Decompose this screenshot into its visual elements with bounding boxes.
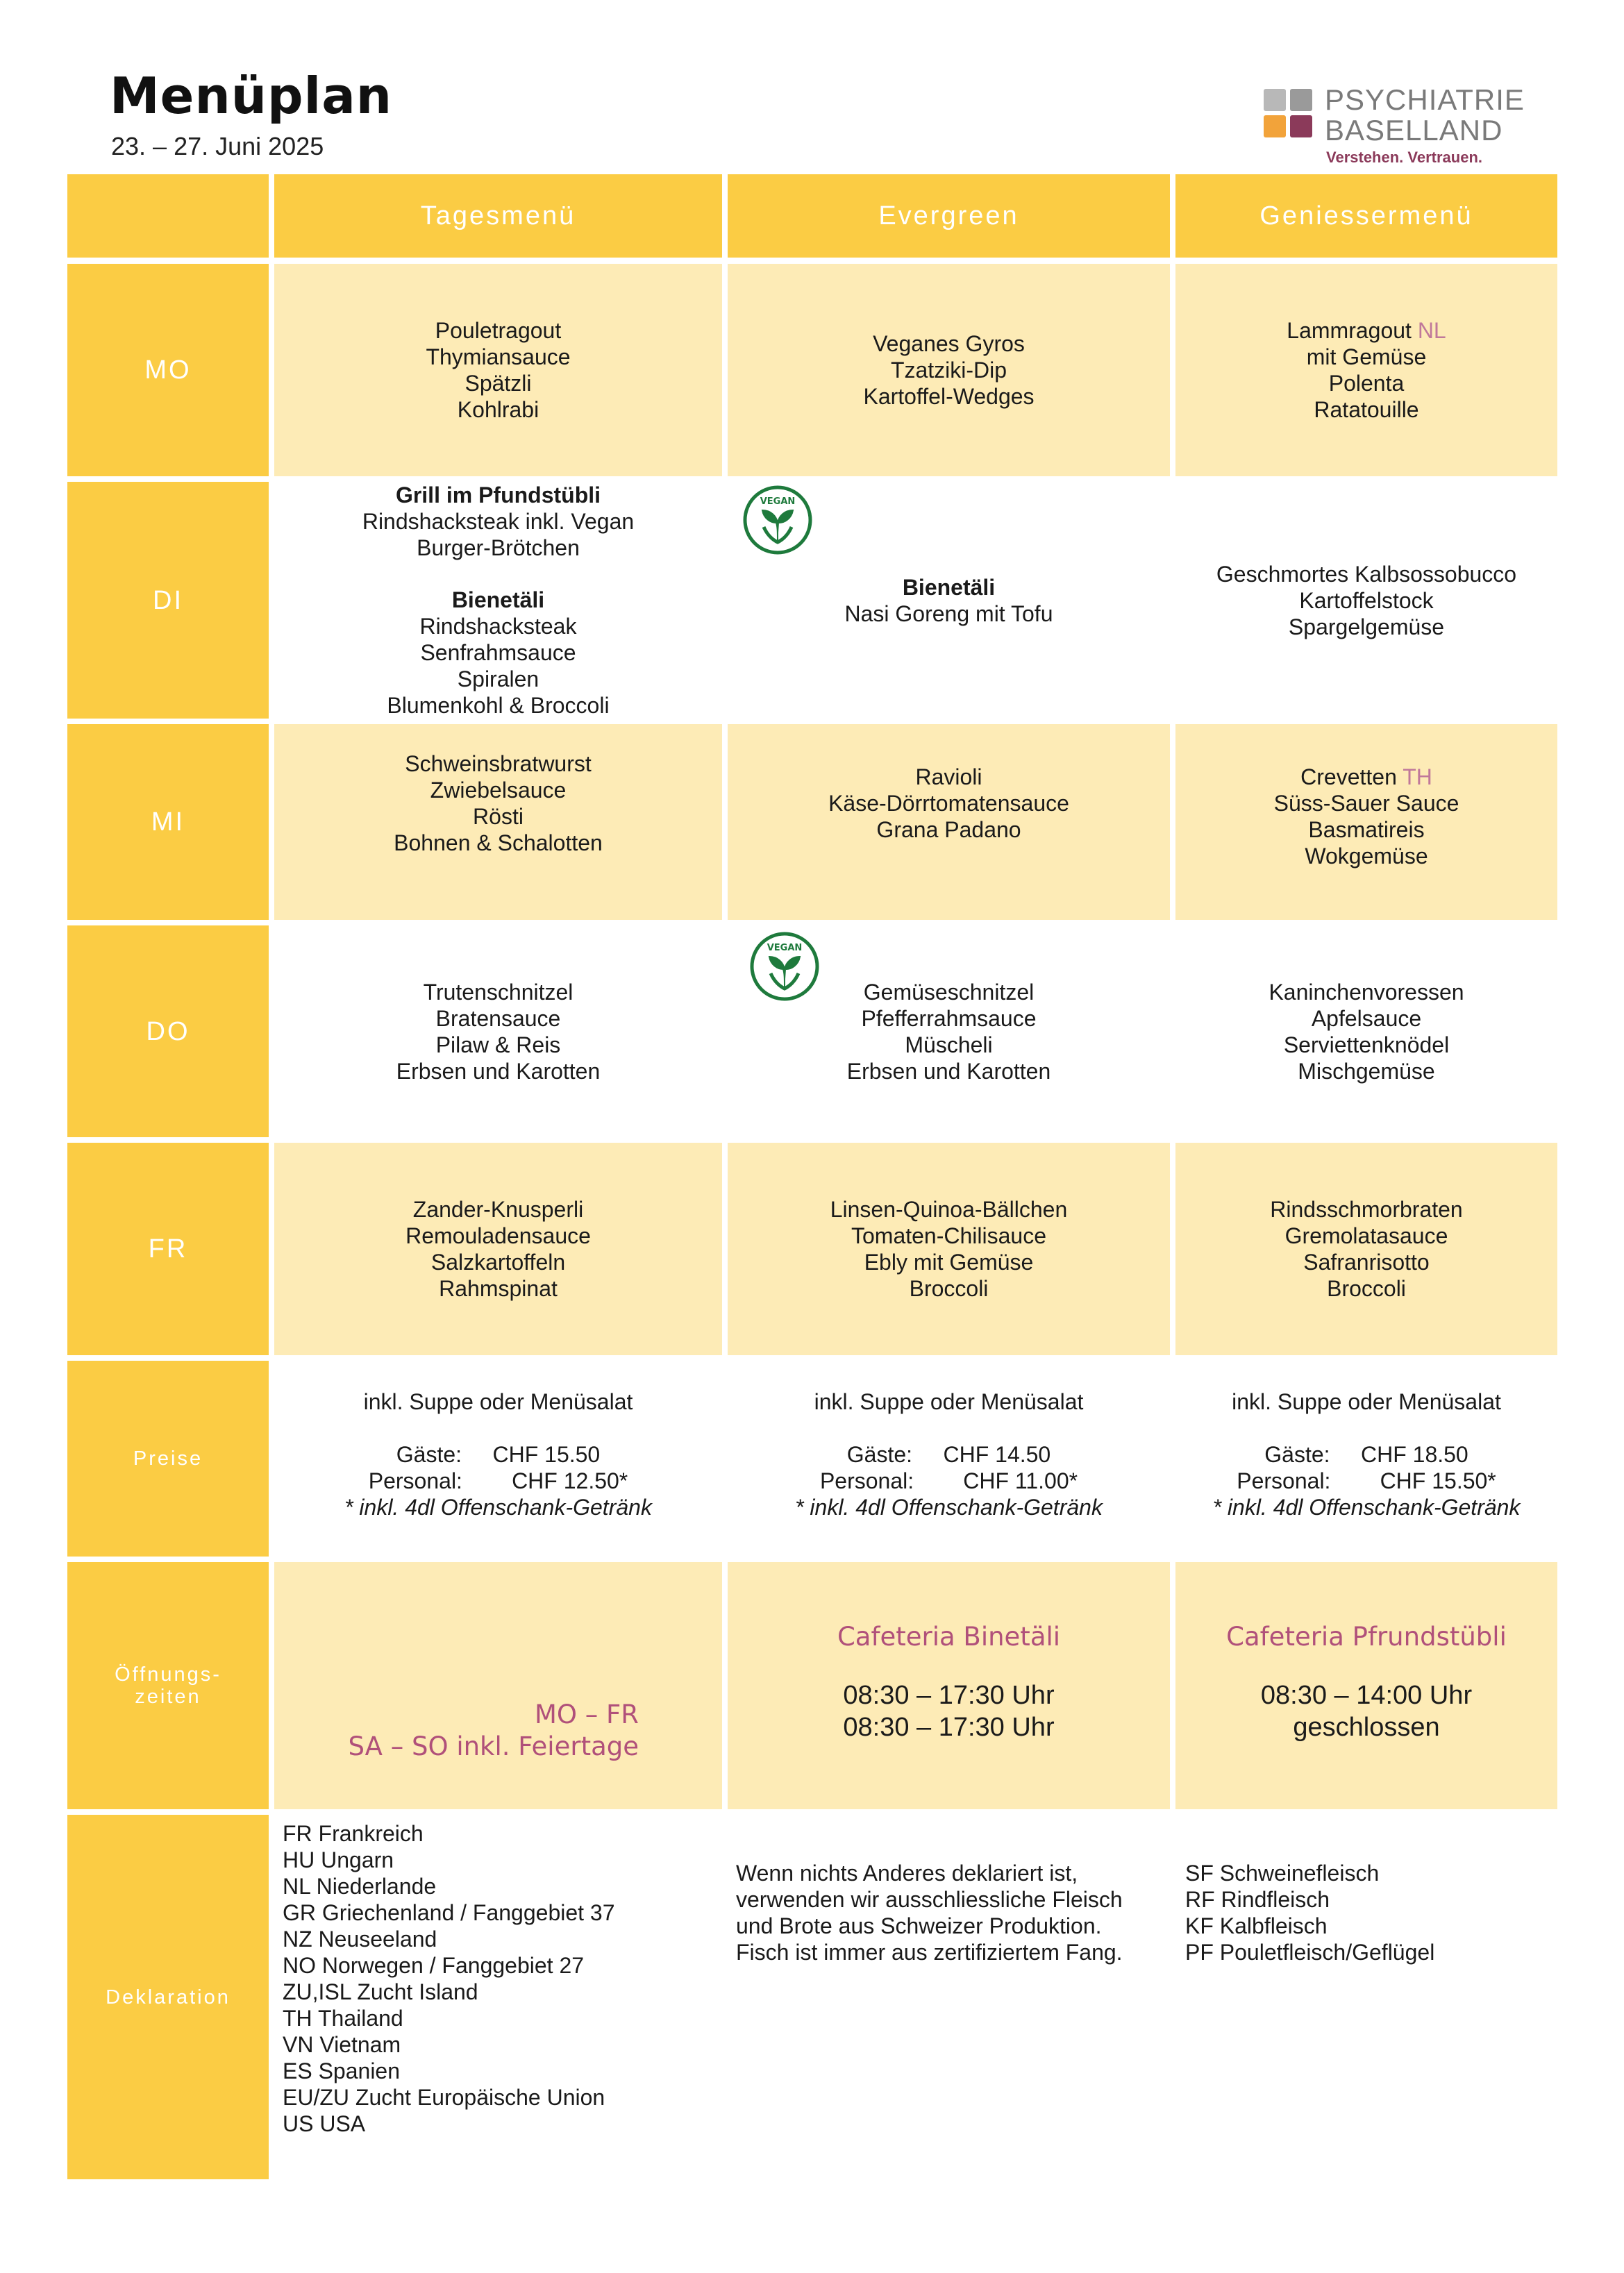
menu-line: Rindsschmorbraten <box>1270 1197 1463 1222</box>
menu-line: Tzatziki-Dip <box>890 358 1007 383</box>
menu-cell-mi-evergreen <box>728 724 1170 920</box>
price-guest-row <box>396 1441 600 1468</box>
row-label-oeffnungszeiten <box>67 1562 269 1809</box>
menu-line: Kartoffelstock <box>1299 587 1434 613</box>
price-intro: inkl. Suppe oder Menüsalat <box>363 1389 633 1414</box>
country-code: ES Spanien <box>283 2058 401 2083</box>
guest-price: CHF 14.50 <box>943 1442 1051 1467</box>
day-label-di: DI <box>67 482 269 719</box>
menu-line: Gemüseschnitzel <box>863 979 1035 1005</box>
country-code: VN Vietnam <box>283 2032 401 2057</box>
menu-line: Broccoli <box>909 1276 989 1301</box>
guest-label: Gäste: <box>396 1442 462 1467</box>
menu-line: Kartoffel-Wedges <box>863 384 1035 409</box>
logo-square <box>1264 89 1286 111</box>
menu-line: Basmatireis <box>1308 817 1425 842</box>
menu-line: Ravioli <box>915 764 982 789</box>
corner-cell <box>67 174 269 258</box>
menu-subtitle: Bienetäli <box>451 587 545 612</box>
hours-days-line: MO – FR <box>534 1700 639 1729</box>
menu-line: Süss-Sauer Sauce <box>1273 791 1459 816</box>
guest-label: Gäste: <box>1264 1442 1330 1467</box>
menu-line: Nasi Goreng mit Tofu <box>844 601 1053 626</box>
menu-line: Trutenschnitzel <box>423 979 574 1005</box>
menu-line: Salzkartoffeln <box>430 1250 566 1275</box>
menu-cell-mo-geniesser <box>1175 264 1557 476</box>
vegan-badge-icon <box>750 932 819 1001</box>
opening-time: geschlossen <box>1293 1713 1440 1742</box>
row-label-line: Öffnungs- <box>115 1663 221 1686</box>
menu-line: Ebly mit Gemüse <box>864 1250 1034 1275</box>
date-range: 23. – 27. Juni 2025 <box>111 132 324 160</box>
declaration-note <box>736 1815 1170 2179</box>
logo-square <box>1264 115 1286 137</box>
vegan-badge-icon <box>743 485 812 555</box>
origin-code: NL <box>1417 318 1446 343</box>
menu-line: Linsen-Quinoa-Bällchen <box>830 1197 1068 1222</box>
menu-line: Bohnen & Schalotten <box>394 830 603 855</box>
day-label-mi: MI <box>67 724 269 920</box>
meat-code: PF Pouletfleisch/Geflügel <box>1185 1940 1435 1965</box>
menu-line: Wokgemüse <box>1305 844 1428 869</box>
menu-line: Pilaw & Reis <box>435 1032 561 1057</box>
staff-label: Personal: <box>1237 1468 1331 1493</box>
menu-line: Pfefferrahmsauce <box>861 1005 1037 1031</box>
hours-cell-binetaeli <box>728 1562 1170 1809</box>
country-code: GR Griechenland / Fanggebiet 37 <box>283 1900 615 1925</box>
menu-cell-fr-geniesser <box>1175 1143 1557 1355</box>
note-line: und Brote aus Schweizer Produktion. <box>736 1913 1102 1938</box>
page-title: Menüplan <box>110 67 393 125</box>
menu-cell-mo-evergreen <box>728 264 1170 476</box>
staff-price: CHF 11.00* <box>963 1468 1078 1493</box>
menu-cell-do-geniesser <box>1175 925 1557 1137</box>
opening-time: 08:30 – 17:30 Uhr <box>843 1713 1055 1742</box>
opening-time: 08:30 – 14:00 Uhr <box>1260 1681 1473 1710</box>
menu-line: Käse-Dörrtomatensauce <box>828 791 1069 816</box>
note-line: verwenden wir ausschliessliche Fleisch <box>736 1887 1123 1912</box>
logo-text: PSYCHIATRIE <box>1325 83 1525 116</box>
menu-line: Rösti <box>473 804 524 829</box>
price-note: * inkl. 4dl Offenschank-Getränk <box>344 1495 652 1520</box>
staff-label: Personal: <box>819 1468 914 1493</box>
guest-price: CHF 18.50 <box>1360 1442 1468 1467</box>
menu-line: Pouletragout <box>435 318 562 343</box>
dish-name: Crevetten <box>1300 764 1397 789</box>
country-code: EU/ZU Zucht Europäische Union <box>283 2085 605 2110</box>
menu-cell-fr-evergreen <box>728 1143 1170 1355</box>
cafeteria-name: Cafeteria Binetäli <box>837 1622 1061 1652</box>
price-intro: inkl. Suppe oder Menüsalat <box>1232 1389 1501 1414</box>
menu-line: Remouladensauce <box>405 1223 591 1248</box>
guest-price: CHF 15.50 <box>492 1442 601 1467</box>
note-line: Wenn nichts Anderes deklariert ist, <box>736 1861 1078 1886</box>
menu-subtitle: Bienetäli <box>902 574 996 600</box>
price-staff-row <box>1237 1468 1496 1494</box>
menu-cell-mo-tages <box>274 264 722 476</box>
price-staff-row <box>820 1468 1078 1494</box>
staff-price: CHF 15.50* <box>1380 1468 1496 1493</box>
menu-line: Kohlrabi <box>457 397 539 422</box>
price-guest-row <box>1264 1441 1468 1468</box>
hours-cell-pfundstuebli <box>1175 1562 1557 1809</box>
origin-code: TH <box>1403 764 1432 789</box>
menu-line: Spätzli <box>464 371 532 396</box>
menu-line: Broccoli <box>1327 1276 1406 1301</box>
menu-subtitle: Grill im Pfundstübli <box>395 483 601 508</box>
logo-text: BASELLAND <box>1325 114 1503 146</box>
meat-code: SF Schweinefleisch <box>1185 1861 1380 1886</box>
country-code: NO Norwegen / Fanggebiet 27 <box>283 1953 585 1978</box>
menu-cell-mi-tages <box>274 724 722 920</box>
row-label-line: zeiten <box>135 1686 201 1708</box>
menu-cell-do-tages <box>274 925 722 1137</box>
menu-line: Erbsen und Karotten <box>396 1058 601 1084</box>
meat-code: KF Kalbfleisch <box>1185 1913 1328 1938</box>
logo-tagline: Verstehen. Vertrauen. <box>1326 149 1482 166</box>
menu-line: Zander-Knusperli <box>412 1197 584 1222</box>
note-line: Fisch ist immer aus zertifiziertem Fang. <box>736 1940 1123 1965</box>
menu-cell-mi-geniesser <box>1175 724 1557 920</box>
price-note: * inkl. 4dl Offenschank-Getränk <box>1212 1495 1521 1520</box>
row-label-deklaration: Deklaration <box>67 1815 269 2179</box>
menu-line: Safranrisotto <box>1303 1250 1430 1275</box>
day-label-fr: FR <box>67 1143 269 1355</box>
country-code: TH Thailand <box>283 2006 403 2031</box>
logo-square <box>1290 115 1312 137</box>
menu-line <box>1300 764 1432 790</box>
menu-line: Gremolatasauce <box>1284 1223 1448 1248</box>
menu-line: Erbsen und Karotten <box>846 1058 1051 1084</box>
menu-cell-fr-tages <box>274 1143 722 1355</box>
menu-line: Kaninchenvoressen <box>1269 979 1464 1005</box>
menu-line: Veganes Gyros <box>873 331 1025 356</box>
price-cell-tages <box>274 1361 722 1557</box>
menu-line: Bratensauce <box>435 1005 561 1031</box>
menu-line: Polenta <box>1328 371 1405 396</box>
menu-line: Rahmspinat <box>439 1276 558 1301</box>
menu-line: Thymiansauce <box>426 344 571 369</box>
cafeteria-name: Cafeteria Pfrundstübli <box>1226 1622 1507 1652</box>
country-code: US USA <box>283 2111 366 2136</box>
menu-table <box>67 174 1557 2188</box>
country-code: NL Niederlande <box>283 1874 437 1899</box>
country-code: NZ Neuseeland <box>283 1927 437 1952</box>
menu-line: Müscheli <box>905 1032 993 1057</box>
staff-label: Personal: <box>368 1468 462 1493</box>
menu-line: Grana Padano <box>876 817 1021 842</box>
price-guest-row <box>847 1441 1050 1468</box>
menu-line: Blumenkohl & Broccoli <box>387 693 610 718</box>
row-label-preise: Preise <box>67 1361 269 1557</box>
staff-price: CHF 12.50* <box>512 1468 628 1493</box>
brand-logo <box>1264 83 1541 167</box>
logo-square <box>1290 89 1312 111</box>
meat-code: RF Rindfleisch <box>1185 1887 1330 1912</box>
day-label-do: DO <box>67 925 269 1137</box>
menu-line: Tomaten-Chilisauce <box>851 1223 1046 1248</box>
menu-line: Mischgemüse <box>1298 1058 1435 1084</box>
menu-cell-di-tages <box>274 482 722 719</box>
country-code: FR Frankreich <box>283 1821 424 1846</box>
menu-line <box>1287 317 1446 344</box>
menu-line: Spiralen <box>457 666 539 691</box>
menu-line: Rindshacksteak inkl. Vegan <box>362 509 635 534</box>
column-header-geniessermenue: Geniessermenü <box>1175 174 1557 258</box>
country-code: ZU,ISL Zucht Island <box>283 1979 478 2004</box>
menu-line: Burger-Brötchen <box>417 535 580 560</box>
column-header-tagesmenue: Tagesmenü <box>274 174 722 258</box>
svg-text:VEGAN: VEGAN <box>760 496 796 507</box>
menu-line: Ratatouille <box>1314 397 1419 422</box>
price-note: * inkl. 4dl Offenschank-Getränk <box>795 1495 1103 1520</box>
hours-days-cell <box>274 1562 722 1809</box>
menu-line: Senfrahmsauce <box>420 640 576 665</box>
menu-line: Apfelsauce <box>1311 1005 1422 1031</box>
menu-line: Schweinsbratwurst <box>405 751 592 776</box>
price-staff-row <box>369 1468 628 1494</box>
menu-line: Geschmortes Kalbsossobucco <box>1216 561 1517 587</box>
menu-cell-di-geniesser <box>1175 482 1557 719</box>
opening-time: 08:30 – 17:30 Uhr <box>843 1681 1055 1710</box>
column-header-evergreen: Evergreen <box>728 174 1170 258</box>
price-cell-geniesser <box>1175 1361 1557 1557</box>
price-cell-evergreen <box>728 1361 1170 1557</box>
dish-name: Lammragout <box>1287 318 1412 343</box>
menu-line: mit Gemüse <box>1306 344 1427 369</box>
day-label-mo: MO <box>67 264 269 476</box>
price-intro: inkl. Suppe oder Menüsalat <box>814 1389 1084 1414</box>
hours-days-line: SA – SO inkl. Feiertage <box>348 1731 639 1761</box>
menu-line: Spargelgemüse <box>1288 614 1445 639</box>
declaration-countries <box>283 1815 722 2179</box>
svg-text:VEGAN: VEGAN <box>767 943 803 953</box>
country-code: HU Ungarn <box>283 1847 394 1872</box>
declaration-meats <box>1185 1815 1557 2179</box>
menu-line: Serviettenknödel <box>1283 1032 1450 1057</box>
guest-label: Gäste: <box>846 1442 913 1467</box>
menu-line: Zwiebelsauce <box>430 778 567 803</box>
menu-line: Rindshacksteak <box>419 614 577 639</box>
